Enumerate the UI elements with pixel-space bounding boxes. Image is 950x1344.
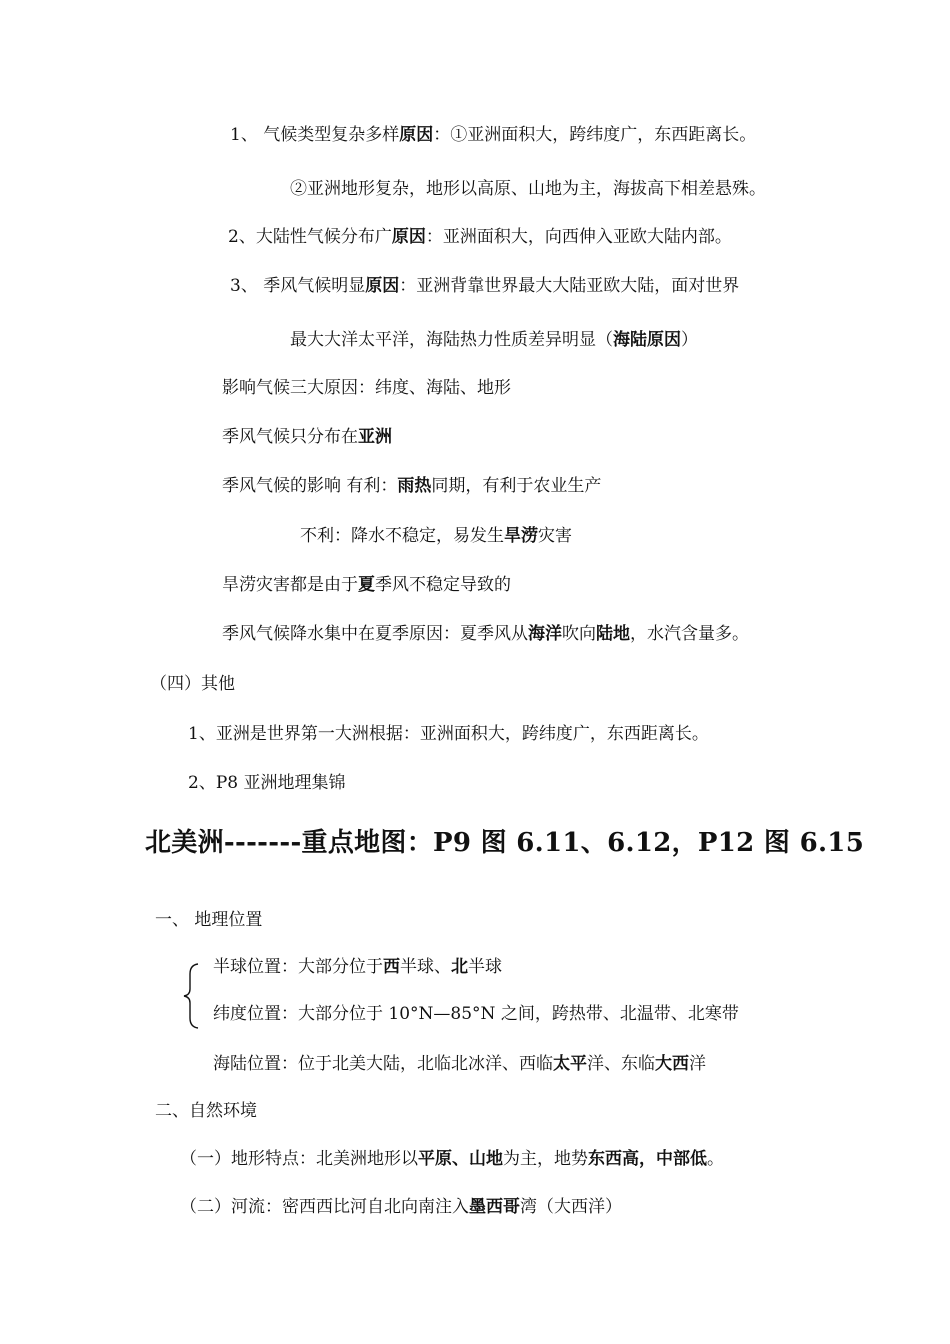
monsoon-adverse: 不利：降水不稳定，易发生旱涝灾害 (300, 526, 572, 546)
section-geo-location: 一、 地理位置 (155, 910, 263, 930)
climate-line-1b: ②亚洲地形复杂，地形以高原、山地为主，海拔高下相差悬殊。 (290, 179, 766, 199)
latitude-position: 纬度位置：大部分位于 10°N—85°N 之间，跨热带、北温带、北寒带 (213, 1004, 739, 1024)
other-item-2: 2、P8 亚洲地理集锦 (188, 773, 346, 793)
section-other-title: （四）其他 (150, 674, 235, 694)
monsoon-influence: 季风气候的影响 有利：雨热同期，有利于农业生产 (222, 476, 602, 496)
climate-line-2: 2、大陆性气候分布广原因：亚洲面积大，向西伸入亚欧大陆内部。 (228, 227, 732, 247)
summer-rain-cause: 季风气候降水集中在夏季原因：夏季风从海洋吹向陆地，水汽含量多。 (222, 624, 749, 644)
climate-factors: 影响气候三大原因：纬度、海陆、地形 (222, 378, 511, 398)
sea-land-position: 海陆位置：位于北美大陆，北临北冰洋、西临太平洋、东临大西洋 (213, 1054, 706, 1074)
monsoon-distribution: 季风气候只分布在亚洲 (222, 427, 392, 447)
north-america-heading: 北美洲-------重点地图：P9 图 6.11、6.12，P12 图 6.15 (145, 828, 865, 858)
other-item-1: 1、亚洲是世界第一大洲根据：亚洲面积大，跨纬度广，东西距离长。 (188, 724, 709, 744)
climate-line-3b: 最大大洋太平洋，海陆热力性质差异明显（海陆原因） (290, 330, 698, 350)
climate-line-1: 1、 气候类型复杂多样原因：①亚洲面积大，跨纬度广，东西距离长。 (230, 125, 757, 145)
left-brace-icon (182, 962, 200, 1030)
section-natural-environment: 二、自然环境 (155, 1101, 257, 1121)
rivers: （二）河流：密西西比河自北向南注入墨西哥湾（大西洋） (180, 1197, 622, 1217)
hemisphere-position: 半球位置：大部分位于西半球、北半球 (213, 957, 502, 977)
drought-cause: 旱涝灾害都是由于夏季风不稳定导致的 (222, 575, 511, 595)
terrain-features: （一）地形特点：北美洲地形以平原、山地为主，地势东西高，中部低。 (180, 1149, 724, 1169)
climate-line-3: 3、 季风气候明显原因：亚洲背靠世界最大大陆亚欧大陆，面对世界 (230, 276, 740, 296)
